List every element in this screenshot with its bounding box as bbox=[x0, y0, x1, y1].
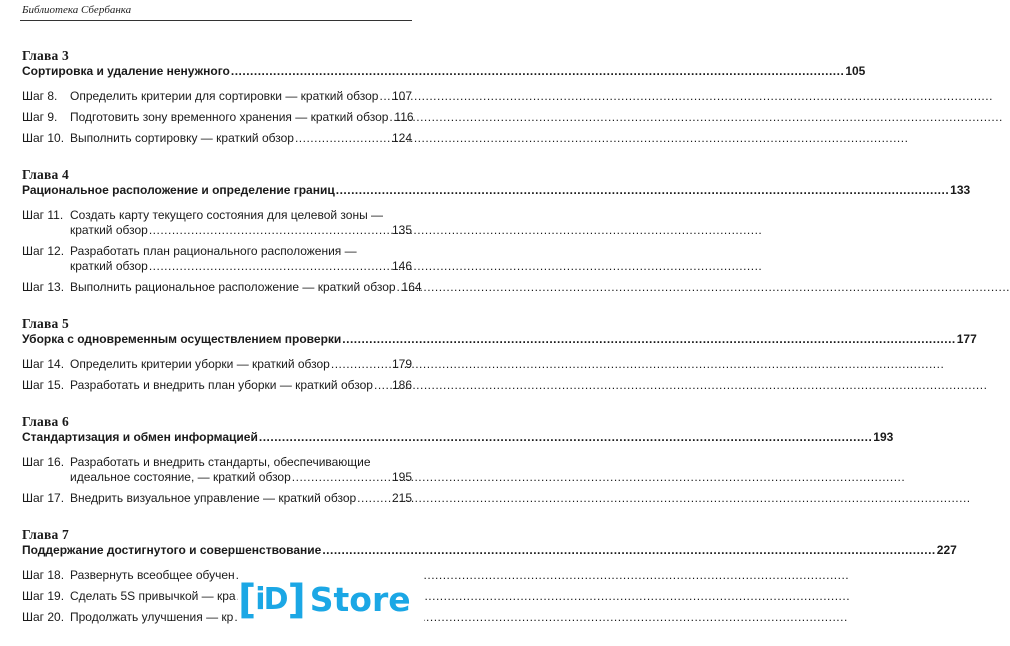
chapter-label: Глава 7 bbox=[22, 527, 69, 542]
toc-line bbox=[22, 543, 957, 558]
dot-leader bbox=[389, 110, 393, 125]
step-text: Выполнить рациональное расположение — краткий обзор bbox=[70, 280, 396, 294]
idstore-logo bbox=[238, 577, 411, 623]
toc-step-row[interactable] bbox=[22, 131, 412, 146]
step-text: Разработать план рационального расположения — bbox=[70, 244, 357, 258]
chapter-section bbox=[22, 48, 866, 146]
step-body bbox=[70, 357, 412, 372]
dot-leader bbox=[331, 357, 391, 372]
toc-line bbox=[70, 280, 422, 295]
step-number: Шаг 20. bbox=[22, 610, 65, 624]
toc-line bbox=[22, 332, 977, 347]
chapter-label: Глава 4 bbox=[22, 167, 69, 182]
step-text: Продолжать улучшения — кр bbox=[70, 610, 234, 624]
page-number: 195 bbox=[391, 470, 412, 484]
toc-step-row[interactable] bbox=[22, 110, 412, 125]
toc-step-row[interactable] bbox=[22, 491, 412, 506]
page-number: 164 bbox=[401, 280, 422, 294]
dot-leader bbox=[295, 131, 391, 146]
watermark-d: D bbox=[263, 582, 289, 617]
chapter-title-row[interactable] bbox=[22, 332, 977, 347]
step-text: Внедрить визуальное управление — краткий обзор bbox=[70, 491, 357, 505]
chapter-title-row[interactable] bbox=[22, 183, 971, 198]
page-number: 227 bbox=[936, 543, 957, 557]
toc-line bbox=[22, 64, 865, 79]
page-number: 107 bbox=[391, 89, 412, 103]
step-number: Шаг 17. bbox=[22, 491, 65, 505]
dot-leader bbox=[292, 470, 391, 485]
step-body bbox=[70, 378, 412, 393]
step-text: Определить критерии для сортировки — краткий обзор bbox=[70, 89, 379, 103]
step-text: Выполнить сортировку — краткий обзор bbox=[70, 131, 294, 145]
step-text: Создать карту текущего состояния для целевой зоны — bbox=[70, 208, 384, 222]
chapter-title-row[interactable] bbox=[22, 64, 866, 79]
dot-leader bbox=[374, 378, 391, 393]
step-text: Разработать и внедрить план уборки — краткий обзор bbox=[70, 378, 373, 392]
dot-leader bbox=[322, 543, 935, 558]
step-text: краткий обзор bbox=[70, 259, 148, 273]
toc-step-row[interactable] bbox=[22, 208, 412, 238]
dot-leader bbox=[259, 430, 872, 445]
chapter-section bbox=[22, 316, 977, 393]
watermark-store: Store bbox=[309, 580, 411, 619]
header-rule bbox=[20, 20, 412, 21]
table-of-contents bbox=[22, 48, 977, 646]
dot-leader bbox=[336, 183, 949, 198]
step-text: Сделать 5S привычкой — кра bbox=[70, 589, 236, 603]
page-number: 186 bbox=[391, 378, 412, 392]
step-text: Определить критерии уборки — краткий обзор bbox=[70, 357, 330, 371]
step-body bbox=[70, 131, 412, 146]
page-number: 133 bbox=[950, 183, 971, 197]
toc-line bbox=[70, 259, 412, 274]
step-text: Разработать и внедрить стандарты, обеспечивающие bbox=[70, 455, 371, 469]
page-number: 105 bbox=[845, 64, 866, 78]
chapter-title: Уборка с одновременным осуществлением проверки bbox=[22, 332, 342, 346]
step-number: Шаг 12. bbox=[22, 244, 65, 258]
step-number: Шаг 14. bbox=[22, 357, 65, 371]
step-body bbox=[70, 455, 412, 485]
step-body bbox=[70, 208, 412, 238]
toc-line bbox=[22, 430, 893, 445]
step-number: Шаг 15. bbox=[22, 378, 65, 392]
toc-line bbox=[70, 208, 412, 223]
dot-leader bbox=[149, 259, 391, 274]
toc-step-row[interactable] bbox=[22, 455, 412, 485]
toc-line bbox=[70, 110, 412, 125]
chapter-label: Глава 5 bbox=[22, 316, 69, 331]
dot-leader bbox=[231, 64, 844, 79]
chapter-label: Глава 3 bbox=[22, 48, 69, 63]
page-number: 179 bbox=[391, 357, 412, 371]
step-number: Шаг 9. bbox=[22, 110, 58, 124]
step-number: Шаг 19. bbox=[22, 589, 65, 603]
step-number: Шаг 11. bbox=[22, 208, 64, 222]
dot-leader bbox=[379, 89, 390, 104]
dot-leader bbox=[397, 280, 401, 295]
chapter-title-row[interactable] bbox=[22, 543, 957, 558]
step-body bbox=[70, 89, 412, 104]
step-number: Шаг 8. bbox=[22, 89, 58, 103]
toc-step-row[interactable] bbox=[22, 280, 422, 295]
toc-step-row[interactable] bbox=[22, 378, 412, 393]
page-number: 146 bbox=[391, 259, 412, 273]
step-body bbox=[70, 491, 412, 506]
watermark-right-bracket: ] bbox=[287, 577, 306, 623]
toc-line bbox=[70, 470, 412, 485]
running-header: Библиотека Сбербанка bbox=[22, 4, 132, 16]
toc-step-row[interactable] bbox=[22, 89, 412, 104]
dot-leader bbox=[342, 332, 955, 347]
chapter-section bbox=[22, 414, 894, 506]
toc-line bbox=[70, 357, 412, 372]
chapter-label: Глава 6 bbox=[22, 414, 69, 429]
page-number: 193 bbox=[873, 430, 894, 444]
toc-line bbox=[70, 455, 412, 470]
toc-line bbox=[70, 131, 412, 146]
step-text: идеальное состояние, — краткий обзор bbox=[70, 470, 291, 484]
step-text: краткий обзор bbox=[70, 223, 148, 237]
chapter-title: Поддержание достигнутого и совершенствование bbox=[22, 543, 322, 557]
step-body bbox=[70, 280, 422, 295]
chapter-title: Рациональное расположение и определение границ bbox=[22, 183, 335, 197]
step-body bbox=[70, 244, 412, 274]
step-number: Шаг 16. bbox=[22, 455, 65, 469]
page-number: 177 bbox=[956, 332, 977, 346]
page-number: 116 bbox=[394, 110, 414, 124]
toc-step-row[interactable] bbox=[22, 244, 412, 274]
toc-line bbox=[70, 223, 412, 238]
page-number: 215 bbox=[391, 491, 412, 505]
idstore-watermark bbox=[238, 575, 424, 625]
step-number: Шаг 13. bbox=[22, 280, 65, 294]
chapter-title: Стандартизация и обмен информацией bbox=[22, 430, 258, 444]
watermark-left-bracket: [ bbox=[238, 577, 257, 623]
dot-leader bbox=[149, 223, 391, 238]
step-text: Подготовить зону временного хранения — краткий обзор bbox=[70, 110, 389, 124]
toc-line bbox=[70, 378, 412, 393]
page-number: 124 bbox=[391, 131, 412, 145]
toc-line bbox=[70, 244, 412, 259]
toc-line bbox=[22, 183, 970, 198]
chapter-section bbox=[22, 167, 971, 295]
dot-leader bbox=[357, 491, 391, 506]
chapter-title: Сортировка и удаление ненужного bbox=[22, 64, 230, 78]
watermark-i: i bbox=[255, 582, 266, 617]
step-body bbox=[70, 110, 412, 125]
chapter-title-row[interactable] bbox=[22, 430, 894, 445]
toc-line bbox=[70, 89, 412, 104]
page-number: 135 bbox=[391, 223, 412, 237]
step-text: Развернуть всеобщее обучен bbox=[70, 568, 235, 582]
step-number: Шаг 10. bbox=[22, 131, 65, 145]
toc-line bbox=[70, 491, 412, 506]
step-number: Шаг 18. bbox=[22, 568, 65, 582]
toc-step-row[interactable] bbox=[22, 357, 412, 372]
